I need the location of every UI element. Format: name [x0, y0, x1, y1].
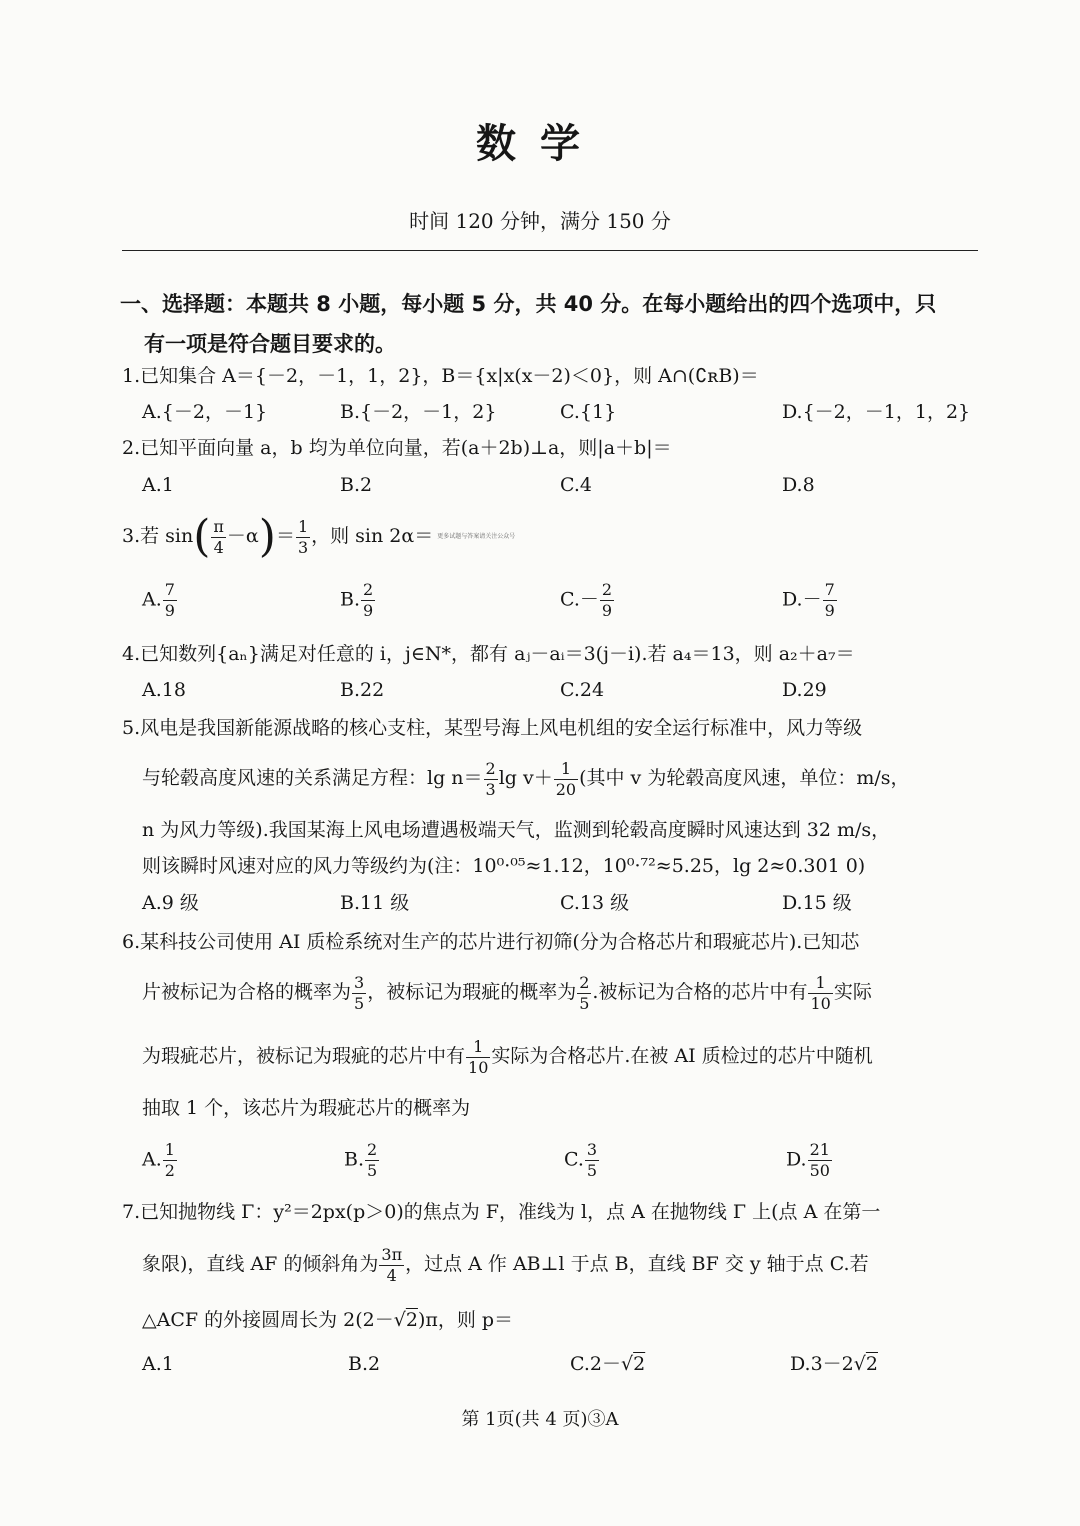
- question-5-line1: 5.风电是我国新能源战略的核心支柱，某型号海上风电机组的安全运行标准中，风力等级: [122, 717, 863, 739]
- option-sign: －: [579, 588, 599, 611]
- question-5-line2: [142, 758, 982, 800]
- question-4-stem: 4.已知数列{aₙ}满足对任意的 i，j∈N*，都有 aⱼ－aᵢ＝3(j－i).若 a₄＝13，则 a₂＋a₇＝: [122, 643, 855, 665]
- text-run: ，过点 A 作 AB⊥l 于点 B，直线 BF 交 y 轴于点 C.若: [405, 1253, 869, 1275]
- question-5-option-d: D.15 级: [782, 892, 852, 914]
- frac-den: 10: [810, 993, 831, 1013]
- question-2-option-a: A.1: [142, 474, 174, 496]
- question-5-line4: 则该瞬时风速对应的风力等级约为(注：10⁰·⁰⁵≈1.12，10⁰·⁷²≈5.25，lg 2≈0.301 0): [142, 855, 866, 877]
- question-2-stem: 2.已知平面向量 a，b 均为单位向量，若(a＋2b)⊥a，则|a＋b|＝: [122, 437, 672, 459]
- question-5-option-b: B.11 级: [340, 892, 410, 914]
- frac-num: 1: [808, 973, 832, 994]
- frac-num: 2: [485, 758, 496, 778]
- question-2-option-b: B.2: [340, 474, 373, 496]
- frac-num: 21: [809, 1140, 830, 1159]
- exam-time-info: 时间 120 分钟，满分 150 分: [409, 209, 671, 233]
- fraction-1-10: [808, 973, 832, 1014]
- text-run: 片被标记为合格的概率为: [142, 981, 352, 1003]
- question-6-line1: 6.某科技公司使用 AI 质检系统对生产的芯片进行初筛(分为合格芯片和瑕疵芯片).已知芯: [122, 931, 860, 953]
- frac-den: 3: [485, 779, 496, 799]
- option-text: B.2: [348, 1353, 381, 1375]
- text-run: (其中 v 为轮毂高度风速，单位：m/s，: [579, 767, 910, 789]
- frac-num: 1: [164, 1140, 175, 1159]
- fraction-3-5: [352, 973, 366, 1014]
- frac-num: 1: [297, 516, 309, 536]
- frac-num: 3: [354, 972, 365, 992]
- question-1-option-d: D.{－2，－1，1，2}: [782, 401, 971, 423]
- question-2-option-d: D.8: [782, 474, 815, 496]
- option-fraction: [163, 1140, 177, 1181]
- sqrt-radicand: 2: [405, 1309, 418, 1331]
- text-run: △ACF 的外接圆周长为 2(2－√: [142, 1309, 406, 1331]
- frac-den: 9: [164, 601, 175, 620]
- frac-num: 7: [824, 580, 835, 599]
- question-3-stem: [122, 511, 982, 562]
- option-sign: －: [802, 588, 822, 611]
- frac-den: 2: [164, 1161, 175, 1180]
- question-5-option-a: A.9 级: [142, 892, 199, 914]
- frac-den: 4: [386, 1265, 397, 1285]
- q3-fraction-1-3: [296, 517, 310, 558]
- question-7-line2: [142, 1244, 982, 1286]
- option-fraction: [163, 580, 177, 621]
- text-run: 象限)，直线 AF 的倾斜角为: [142, 1253, 379, 1275]
- question-6-line2: [142, 972, 982, 1014]
- option-fraction: [600, 580, 614, 621]
- left-paren: (: [193, 511, 211, 562]
- text-run: 实际: [833, 981, 872, 1003]
- question-7-option-c: [570, 1350, 645, 1378]
- question-6-option-c: [564, 1140, 600, 1181]
- option-text: A.1: [142, 1353, 174, 1375]
- option-label: B.: [340, 588, 361, 611]
- option-label: B.: [344, 1148, 365, 1171]
- option-label: C.: [564, 1148, 584, 1171]
- question-4-option-a: A.18: [142, 679, 186, 701]
- option-label: A.: [142, 1148, 162, 1171]
- question-7-line1: 7.已知抛物线 Γ：y²＝2px(p＞0)的焦点为 F，准线为 l，点 A 在抛物线 Γ 上(点 A 在第一: [122, 1201, 881, 1223]
- section-heading-line1: 一、选择题：本题共 8 小题，每小题 5 分，共 40 分。在每小题给出的四个选项中，只: [120, 292, 937, 316]
- option-text: C.2－√: [570, 1353, 634, 1375]
- frac-num: 3: [586, 1140, 598, 1159]
- sqrt-radicand: 2: [633, 1353, 646, 1375]
- frac-den: 9: [601, 601, 613, 620]
- frac-den: 50: [809, 1161, 830, 1180]
- option-fraction: [365, 1140, 379, 1181]
- option-label: D.: [782, 588, 803, 611]
- option-text: D.3－2√: [790, 1353, 866, 1375]
- frac-num: π: [213, 516, 224, 536]
- text-run: 实际为合格芯片.在被 AI 质检过的芯片中随机: [491, 1045, 873, 1067]
- frac-num: 1: [554, 759, 578, 780]
- text-run: ，被标记为瑕疵的概率为: [367, 981, 577, 1003]
- question-1-option-a: A.{－2，－1}: [142, 401, 268, 423]
- option-fraction: [585, 1140, 599, 1181]
- question-4-option-b: B.22: [340, 679, 385, 701]
- section-heading: [120, 284, 980, 364]
- question-5-line3: n 为风力等级).我国某海上风电场遭遇极端天气，监测到轮毂高度瞬时风速达到 32 m/s，: [142, 819, 891, 841]
- question-1-stem: 1.已知集合 A＝{－2，－1，1，2}，B＝{x|x(x－2)＜0}，则 A∩(∁ʀB)＝: [122, 365, 759, 387]
- question-3-option-a: [142, 580, 178, 621]
- question-2-option-c: C.4: [560, 474, 592, 496]
- question-6-line3: [142, 1036, 982, 1078]
- frac-num: 2: [579, 972, 590, 992]
- question-6-option-a: [142, 1140, 178, 1181]
- frac-den: 20: [555, 779, 577, 799]
- question-3-option-c: [560, 580, 615, 621]
- frac-den: 5: [579, 993, 590, 1013]
- question-1-option-b: B.{－2，－1，2}: [340, 401, 497, 423]
- tiny-watermark-text: 更多试题与答案请关注公众号: [437, 533, 516, 540]
- text-run: 与轮毂高度风速的关系满足方程：lg n＝: [142, 767, 483, 789]
- text-run: .被标记为合格的芯片中有: [592, 981, 808, 1003]
- question-3-option-b: [340, 580, 376, 621]
- frac-num: 1: [466, 1037, 490, 1058]
- question-6-option-b: [344, 1140, 380, 1181]
- frac-den: 9: [824, 601, 835, 620]
- header-divider: [122, 250, 978, 251]
- option-label: D.: [786, 1148, 807, 1171]
- q3-prefix: 3.若 sin: [122, 525, 194, 547]
- fraction-2-3: [484, 759, 498, 800]
- text-run: lg v＋: [498, 767, 553, 789]
- question-7-option-d: [790, 1350, 878, 1378]
- option-label: C.: [560, 588, 580, 611]
- q3-minus-alpha: －α: [226, 525, 259, 547]
- fraction-3pi-4: [379, 1245, 404, 1286]
- q3-suffix: ，则 sin 2α＝: [311, 525, 434, 547]
- frac-den: 5: [367, 1161, 378, 1180]
- option-fraction: [823, 580, 837, 621]
- frac-num: 2: [367, 1140, 378, 1159]
- question-6-option-d: [786, 1140, 833, 1181]
- frac-num: 7: [164, 580, 175, 599]
- question-7-line3: [142, 1306, 982, 1334]
- q3-fraction-pi-4: [211, 517, 226, 558]
- option-fraction: [808, 1140, 832, 1181]
- sqrt-radicand: 2: [865, 1353, 878, 1375]
- question-7-option-b: [348, 1350, 380, 1378]
- question-4-option-d: D.29: [782, 679, 827, 701]
- question-1-option-c: C.{1}: [560, 401, 617, 423]
- question-5-option-c: C.13 级: [560, 892, 630, 914]
- frac-den: 5: [354, 993, 365, 1013]
- option-label: A.: [142, 588, 162, 611]
- text-run: )π，则 p＝: [417, 1309, 514, 1331]
- frac-den: 9: [363, 601, 374, 620]
- fraction-1-10: [466, 1037, 490, 1078]
- frac-den: 4: [213, 537, 224, 557]
- frac-num: 2: [601, 580, 613, 599]
- question-4-option-c: C.24: [560, 679, 605, 701]
- frac-num: 3π: [381, 1244, 403, 1264]
- page-title: 数学: [476, 121, 604, 167]
- question-7-option-a: [142, 1350, 174, 1378]
- right-paren: ): [258, 511, 276, 562]
- fraction-1-20: [554, 759, 578, 800]
- section-heading-line2: 有一项是符合题目要求的。: [144, 332, 396, 356]
- text-run: 为瑕疵芯片，被标记为瑕疵的芯片中有: [142, 1045, 466, 1067]
- frac-num: 2: [363, 580, 374, 599]
- frac-den: 5: [586, 1161, 598, 1180]
- q3-equals: ＝: [275, 525, 295, 547]
- option-fraction: [361, 580, 375, 621]
- page-footer: 第 1页(共 4 页)③A: [461, 1409, 619, 1430]
- question-3-option-d: [782, 580, 838, 621]
- question-6-line4: 抽取 1 个，该芯片为瑕疵芯片的概率为: [142, 1097, 471, 1119]
- frac-den: 10: [468, 1057, 489, 1077]
- frac-den: 3: [297, 537, 309, 557]
- fraction-2-5: [577, 973, 591, 1014]
